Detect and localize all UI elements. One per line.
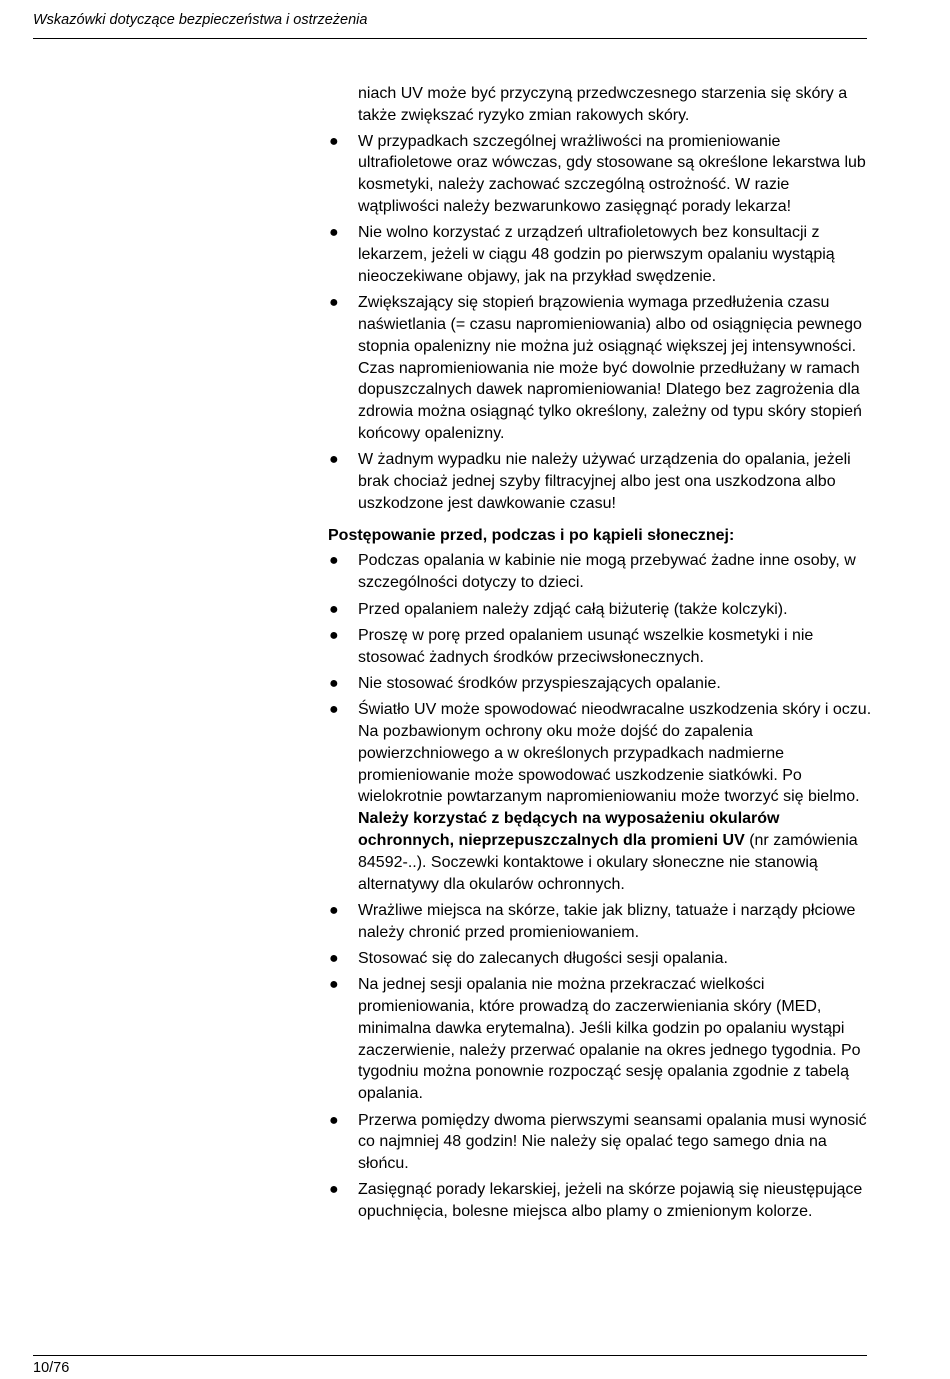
list-item <box>328 948 873 970</box>
list-item-text: Przerwa pomiędzy dwoma pierwszymi seansami opalania musi wynosić co najmniej 48 godzin! Nie należy się opalać tego samego dnia na słońcu. <box>358 1111 867 1173</box>
bullet-icon: ● <box>329 1181 339 1199</box>
list-item-text: W przypadkach szczególnej wrażliwości na promieniowanie ultrafioletowe oraz wówczas, gdy stosowane są określone lekarstwa lub kosmetyki, należy zachować szczególną ostrożność. W razie wątpliwości należy bezwarunkowo zasięgnąć porady lekarza! <box>358 132 866 215</box>
bullet-icon: ● <box>329 451 339 469</box>
list-item <box>328 900 873 944</box>
bullet-icon: ● <box>329 901 339 919</box>
list-item <box>328 550 873 594</box>
list-item-text: W żadnym wypadku nie należy używać urządzenia do opalania, jeżeli brak chociaż jednej szyby filtracyjnej albo jest ona uszkodzona albo uszkodzone jest dawkowanie czasu! <box>358 451 851 512</box>
bullet-icon: ● <box>329 674 339 692</box>
list-item-text: Proszę w porę przed opalaniem usunąć wszelkie kosmetyki i nie stosować żadnych środków przeciwsłonecznych. <box>358 626 814 666</box>
bullet-icon: ● <box>329 701 339 719</box>
page-number: 10/76 <box>33 1360 70 1376</box>
list-item-text: Przed opalaniem należy zdjąć całą biżuterię (także kolczyki). <box>358 600 788 618</box>
list-item-text: Wrażliwe miejsca na skórze, takie jak blizny, tatuaże i narządy płciowe należy chronić przed promieniowaniem. <box>358 901 856 941</box>
bullet-icon: ● <box>329 132 339 150</box>
list-item <box>328 449 873 514</box>
list-item-text: Stosować się do zalecanych długości sesji opalania. <box>358 949 728 967</box>
bullet-icon: ● <box>329 294 339 312</box>
list-item-text <box>358 701 871 892</box>
list-item <box>328 222 873 287</box>
bullet-icon: ● <box>329 626 339 644</box>
bullet-icon: ● <box>329 949 339 967</box>
list-item <box>328 1110 873 1175</box>
list-item-text: Nie stosować środków przyspieszających opalanie. <box>358 674 721 692</box>
list-item-text: Zasięgnąć porady lekarskiej, jeżeli na skórze pojawią się nieustępujące opuchnięcia, bolesne miejsca albo plamy o zmienionym kolorze. <box>358 1181 863 1221</box>
section-heading: Postępowanie przed, podczas i po kąpieli słonecznej: <box>328 526 735 544</box>
list-item-text-bold: Należy korzystać z będących na wyposażeniu okularów ochronnych, nieprzepuszczalnych dla promieni UV <box>358 810 780 849</box>
bullet-icon: ● <box>329 976 339 994</box>
list-item-text: Podczas opalania w kabinie nie mogą przebywać żadne inne osoby, w szczególności dotyczy to dzieci. <box>358 552 856 592</box>
procedure-list <box>328 550 873 1223</box>
continued-paragraph: niach UV może być przyczyną przedwczesnego starzenia się skóry a także zwiększać ryzyko zmian rakowych skóry. <box>358 85 848 124</box>
main-content <box>328 83 873 1228</box>
bullet-icon: ● <box>329 224 339 242</box>
list-item <box>328 1179 873 1223</box>
list-item-text: Nie wolno korzystać z urządzeń ultrafioletowych bez konsultacji z lekarzem, jeżeli w ciągu 48 godzin po pierwszym opalaniu wystąpią nieoczekiwane objawy, jak na przykład swędzenie. <box>358 224 835 285</box>
list-item <box>328 292 873 445</box>
header-divider <box>33 38 867 39</box>
list-item <box>328 974 873 1105</box>
list-item <box>328 625 873 669</box>
footer-divider <box>33 1355 867 1356</box>
list-item <box>328 699 873 895</box>
bullet-icon: ● <box>329 552 339 570</box>
list-item-text: Zwiększający się stopień brązowienia wymaga przedłużenia czasu naświetlania (= czasu napromieniowania) albo od osiągnięcia pewnego stopnia opalenizny nie można już osiągnąć większej jej intensywności. Czas napromieniowania nie może być dowolnie przedłużany w ramach dopuszczalnych dawek napromieniowania! Dlatego bez zagrożenia dla zdrowia można osiągnąć tylko określony, zależny od typu skóry stopień końcowy opalenizny. <box>358 294 862 442</box>
list-item-text: Na jednej sesji opalania nie można przekraczać wielkości promieniowania, które prowadzą do zaczerwieniania skóry (MED, minimalna dawka erytemalna). Jeśli kilka godzin po opalaniu wystąpi zaczerwienie, należy przerwać opalanie na okres jednego tygodnia. Po tygodniu można ponownie rozpocząć sesję opalania zgodnie z tabelą opalania. <box>358 976 861 1103</box>
list-item <box>328 599 873 621</box>
bullet-icon: ● <box>329 1111 339 1129</box>
bullet-icon: ● <box>329 600 339 618</box>
list-item-text-part: Światło UV może spowodować nieodwracalne uszkodzenia skóry i oczu. Na pozbawionym ochrony oku może dojść do zapalenia powierzchniowego a w określonych przypadkach nadmierne promieniowanie może spowodować uszkodzenie siatkówki. Po wielokrotnie powtarzanym napromieniowaniu może tworzyć się bielmo. <box>358 701 872 806</box>
list-item-text-part: (nr zamówienia 84592-..). Soczewki kontaktowe i okulary słoneczne nie stanowią alternatywy dla okularów ochronnych. <box>358 832 858 893</box>
warnings-list <box>328 131 873 515</box>
list-item <box>328 673 873 695</box>
page-header-title: Wskazówki dotyczące bezpieczeństwa i ostrzeżenia <box>33 12 368 28</box>
list-item <box>328 131 873 218</box>
